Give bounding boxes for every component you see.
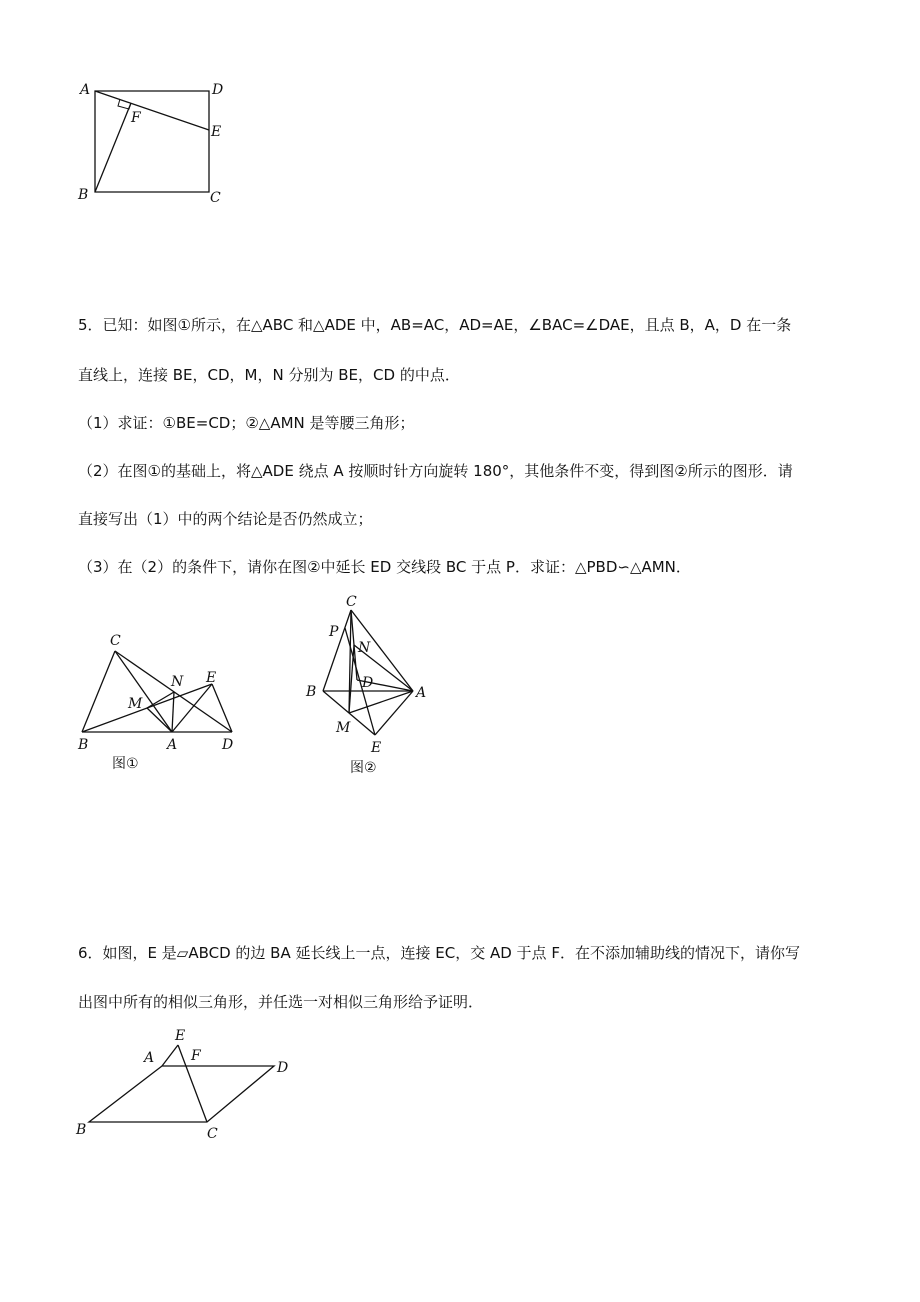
segment-bc	[82, 651, 115, 732]
problem5-question2-line2: 直接写出（1）中的两个结论是否仍然成立；	[78, 510, 373, 528]
rectangle-abcd	[95, 91, 209, 192]
segment-ae	[95, 91, 209, 130]
label-e: E	[175, 1028, 186, 1044]
segment-ca	[115, 651, 172, 732]
label-f: F	[131, 110, 141, 126]
label-n: N	[171, 674, 184, 690]
problem5-line1: 5．已知：如图①所示，在△ABC 和△ADE 中，AB=AC，AD=AE，∠BAC=∠DAE，且点 B，A，D 在一条	[78, 316, 792, 334]
label-e: E	[206, 670, 217, 686]
label-e: E	[371, 740, 382, 756]
label-f: F	[191, 1048, 201, 1064]
label-m: M	[336, 720, 351, 736]
label-b: B	[76, 1122, 87, 1138]
parallelogram-abcd	[89, 1066, 274, 1122]
label-a: A	[416, 685, 427, 701]
label-a: A	[167, 737, 178, 753]
figure-1-caption: 图①	[112, 756, 139, 772]
label-d: D	[277, 1060, 289, 1076]
label-d: D	[362, 675, 374, 691]
segment-bf	[95, 103, 131, 192]
problem6-line1: 6．如图，E 是▱ABCD 的边 BA 延长线上一点，连接 EC，交 AD 于点 F．在不添加辅助线的情况下，请你写	[78, 944, 800, 962]
problem5-question1: （1）求证：①BE=CD；②△AMN 是等腰三角形；	[78, 414, 415, 432]
label-c: C	[210, 190, 221, 206]
figure-1	[70, 628, 260, 778]
figure-parallelogram	[70, 1022, 300, 1147]
segment-ae	[162, 1045, 178, 1066]
problem6-line2: 出图中所有的相似三角形，并任选一对相似三角形给予证明．	[78, 993, 484, 1011]
figure-2-caption: 图②	[350, 760, 377, 776]
label-b: B	[306, 684, 317, 700]
label-d: D	[212, 82, 224, 98]
label-c: C	[110, 633, 121, 649]
label-d: D	[222, 737, 234, 753]
problem5-question3: （3）在（2）的条件下，请你在图②中延长 ED 交线段 BC 于点 P．求证：△PBD∽△AMN．	[78, 558, 691, 576]
label-p: P	[329, 624, 339, 640]
label-n: N	[358, 640, 371, 656]
segment-bc	[323, 610, 351, 691]
label-c: C	[207, 1126, 218, 1142]
segment-am	[147, 708, 172, 732]
label-m: M	[128, 696, 143, 712]
problem5-question2-line1: （2）在图①的基础上，将△ADE 绕点 A 按顺时针方向旋转 180°，其他条件不变，得到图②所示的图形．请	[78, 462, 793, 480]
problem5-line2: 直线上，连接 BE，CD，M，N 分别为 BE，CD 的中点．	[78, 366, 460, 384]
label-e: E	[211, 124, 222, 140]
label-a: A	[144, 1050, 155, 1066]
label-b: B	[78, 737, 89, 753]
figure-rectangle-abcd	[70, 75, 240, 215]
figure-2	[295, 590, 445, 785]
label-b: B	[78, 187, 89, 203]
label-a: A	[80, 82, 91, 98]
label-c: C	[346, 594, 357, 610]
